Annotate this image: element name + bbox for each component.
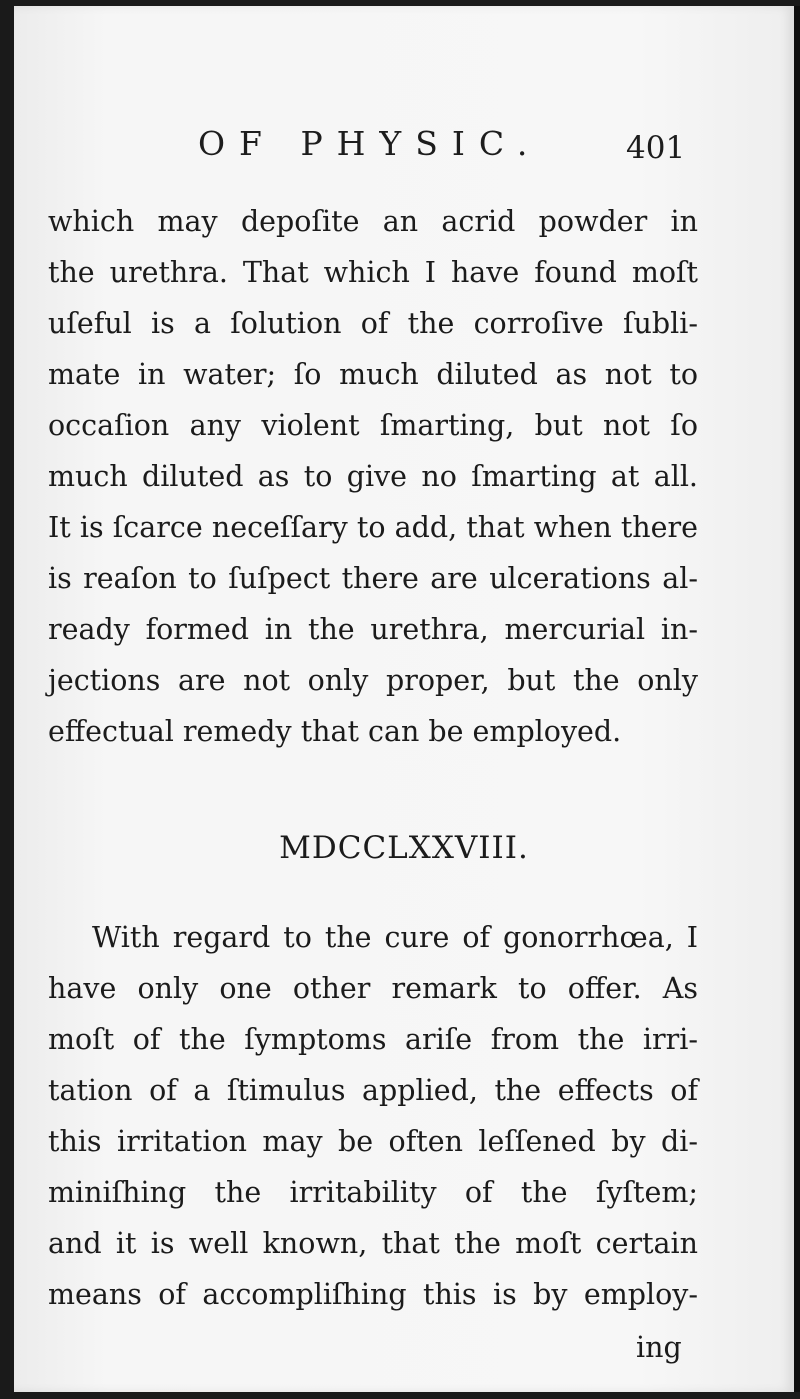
text-line: is reaſon to ſuſpect there are ulcerations al- xyxy=(48,562,698,595)
text-line: have only one other remark to offer. As xyxy=(48,972,698,1005)
text-line: much diluted as to give no ſmarting at all. xyxy=(48,460,698,493)
paragraph-1 xyxy=(48,196,698,757)
text-line: this irritation may be often leſſened by di- xyxy=(48,1125,698,1158)
text-line: It is ſcarce neceſſary to add, that when there xyxy=(48,511,698,544)
text-line: which may depoſite an acrid powder in xyxy=(48,205,698,238)
page-edge-shadow xyxy=(794,6,800,1392)
text-line: uſeful is a ſolution of the corroſive ſubli- xyxy=(48,307,698,340)
text-line: and it is well known, that the moſt certain xyxy=(48,1227,698,1260)
text-line: occaſion any violent ſmarting, but not ſo xyxy=(48,409,698,442)
text-line: effectual remedy that can be employed. xyxy=(48,715,622,748)
text-line: means of accompliſhing this is by employ- xyxy=(48,1278,698,1311)
year-heading: MDCCLXXVIII. xyxy=(279,830,529,866)
paragraph-2 xyxy=(48,912,698,1320)
catchword: ing xyxy=(636,1331,682,1364)
running-head: OF PHYSIC. xyxy=(198,124,542,163)
text-line: With regard to the cure of gonorrhœa, I xyxy=(92,921,698,954)
text-line: jections are not only proper, but the only xyxy=(48,664,698,697)
text-line: the urethra. That which I have found moſt xyxy=(48,256,698,289)
text-line: moſt of the ſymptoms ariſe from the irri- xyxy=(48,1023,698,1056)
page-number: 401 xyxy=(626,130,686,166)
text-line: ready formed in the urethra, mercurial in- xyxy=(48,613,698,646)
book-page xyxy=(14,6,794,1392)
text-line: tation of a ſtimulus applied, the effects of xyxy=(48,1074,698,1107)
page-header xyxy=(14,124,794,174)
text-line: mate in water; ſo much diluted as not to xyxy=(48,358,698,391)
text-line: miniſhing the irritability of the ſyſtem; xyxy=(48,1176,698,1209)
